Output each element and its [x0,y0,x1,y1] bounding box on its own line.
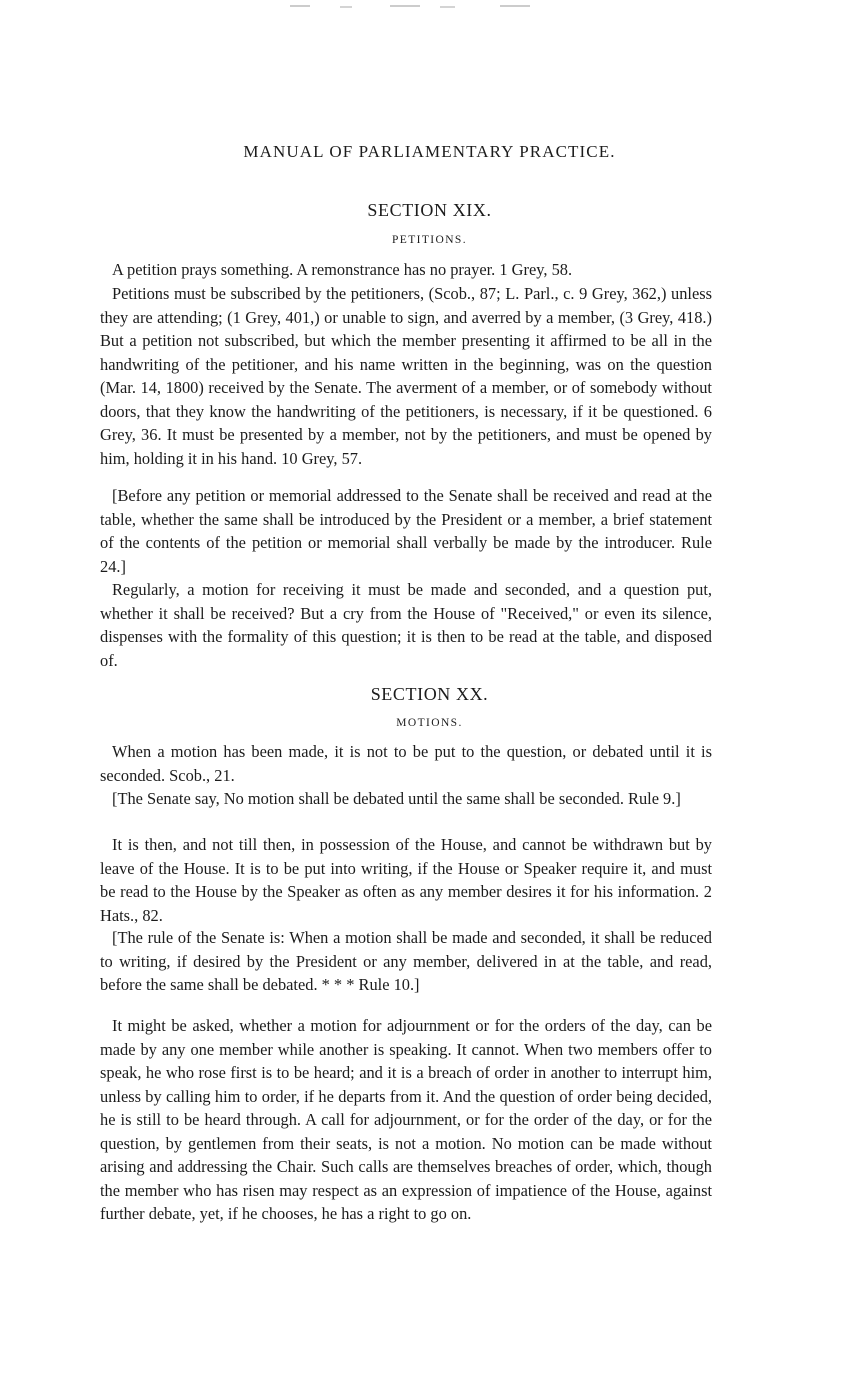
section-20-paragraph: [The Senate say, No motion shall be debated until the same shall be seconded. Rule 9.] [112,789,681,808]
running-title: MANUAL OF PARLIAMENTARY PRACTICE. [243,142,616,161]
section-20-title: SECTION XX. [370,684,489,704]
section-20-paragraph: [The rule of the Senate is: When a motion shall be made and seconded, it shall be reduced to writing, if desired by the President or any member, delivered in at the table, and read, before the same shall be debated. * * * Rule 10.] [100,928,712,994]
section-19-paragraph: [Before any petition or memorial addressed to the Senate shall be received and read at the table, whether the same shall be introduced by the President or a member, a brief statement of the contents of the petition or memorial shall verbally be made by the introducer. Rule 24.] [100,486,712,576]
section-19-paragraph: Petitions must be subscribed by the petitioners, (Scob., 87; L. Parl., c. 9 Grey, 362,) unless they are attending; (1 Grey, 401,) or unable to sign, and averred by a member, (3 Grey, 418.) But a petition not subscribed, but which the member presenting it affirmed to be all in the handwriting of the petitioner, and his name written in the beginning, was on the question (Mar. 14, 1800) received by the Senate. The averment of a member, or of somebody without doors, that they know the handwriting of the petitioners, is necessary, if it be questioned. 6 Grey, 36. It must be presented by a member, not by the petitioners, and must be opened by him, holding it in his hand. 10 Grey, 57. [100,284,712,468]
section-19-paragraph: Regularly, a motion for receiving it must be made and seconded, and a question put, whether it shall be received? But a cry from the House of "Received," or even its silence, dispenses with the formality of this question; it is then to be read at the table, and disposed of. [100,580,712,670]
scan-specks [0,0,859,30]
section-19-subtitle: PETITIONS. [391,234,467,246]
section-19-title: SECTION XIX. [367,200,492,220]
section-20-paragraph: When a motion has been made, it is not to be put to the question, or debated until it is seconded. Scob., 21. [100,742,712,785]
section-20-paragraph: It is then, and not till then, in possession of the House, and cannot be withdrawn but by leave of the House. It is to be put into writing, if the House or Speaker require it, and must be read to the House by the Speaker as often as any member desires it for his information. 2 Hats., 82. [100,835,712,925]
section-20-paragraph: It might be asked, whether a motion for adjournment or for the orders of the day, can be made by any one member while another is speaking. It cannot. When two members offer to speak, he who rose first is to be heard; and it is a breach of order in another to interrupt him, unless by calling him to order, if he departs from it. And the question of order being decided, he is still to be heard through. A call for adjournment, or for the order of the day, or for the question, by gentlemen from their seats, is not a motion. No motion can be made without arising and addressing the Chair. Such calls are themselves breaches of order, which, though the member who has risen may respect as an expression of impatience of the House, against further debate, yet, if he chooses, he has a right to go on. [100,1016,712,1223]
section-19-paragraph: A petition prays something. A remonstrance has no prayer. 1 Grey, 58. [112,260,573,279]
section-20-subtitle: MOTIONS. [396,717,463,729]
